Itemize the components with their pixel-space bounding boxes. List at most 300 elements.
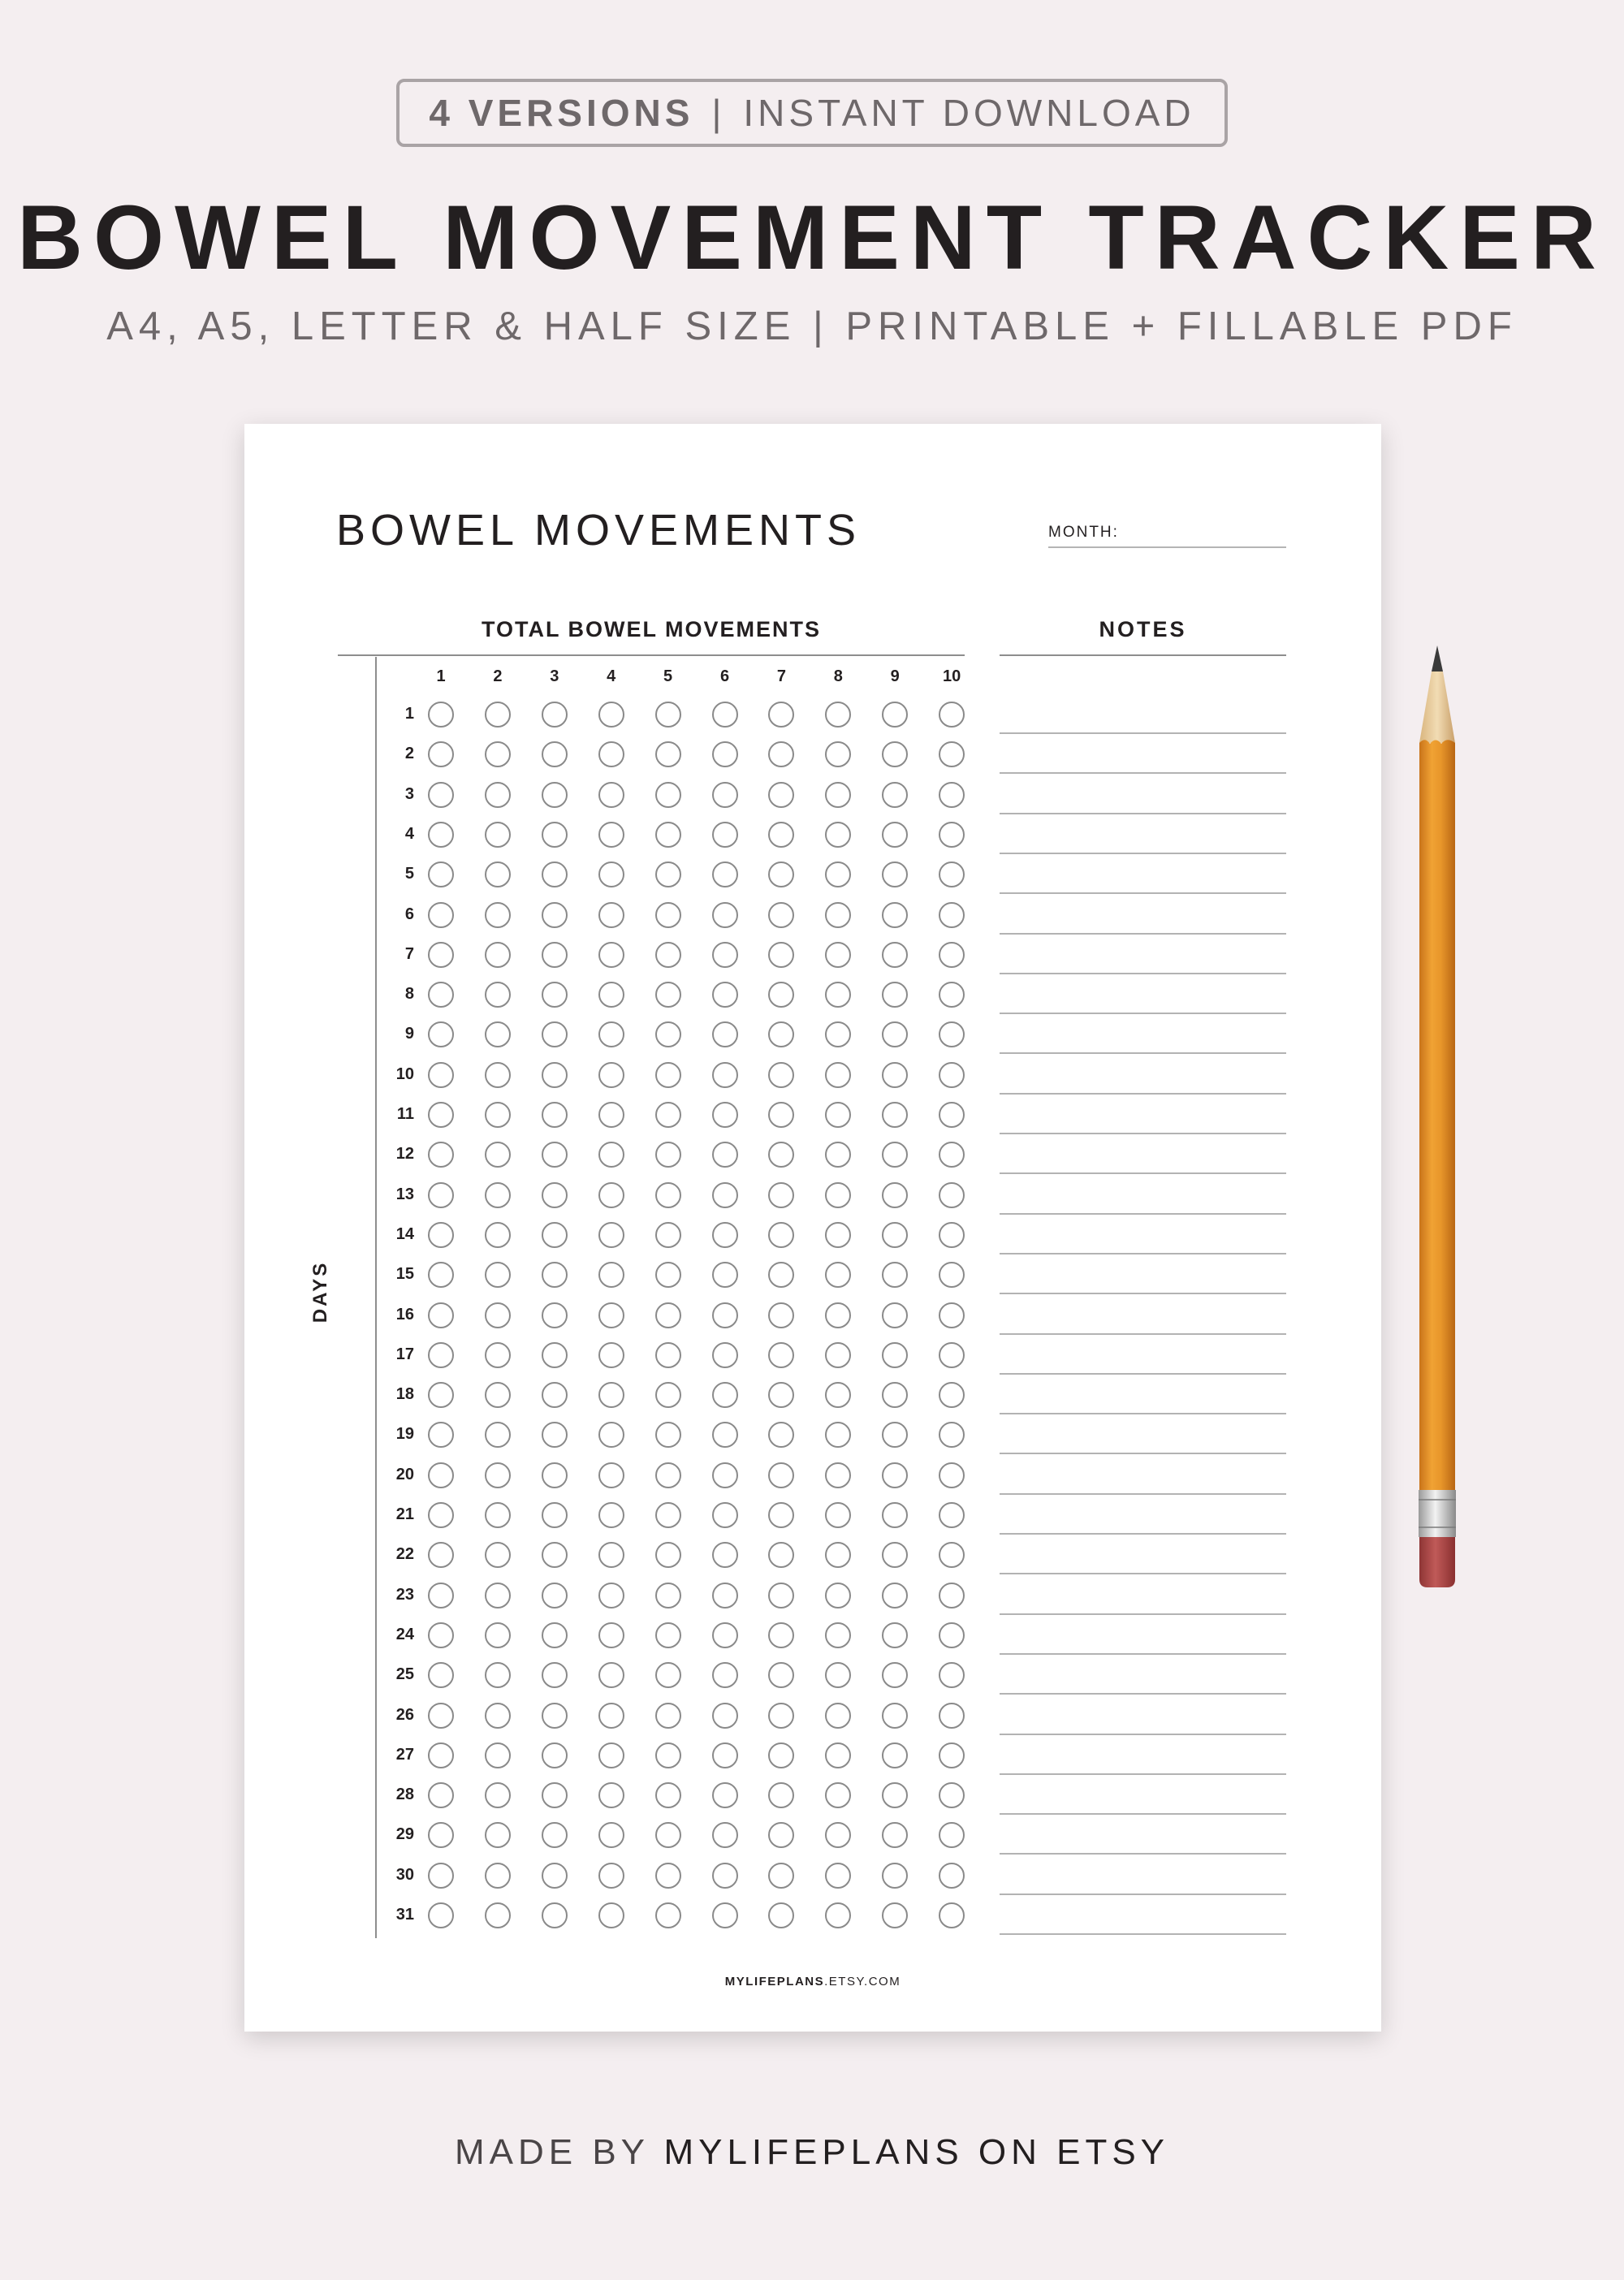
movement-checkbox[interactable] [712, 1742, 738, 1768]
movement-checkbox[interactable] [542, 1583, 568, 1609]
movement-checkbox[interactable] [825, 1342, 851, 1368]
movement-checkbox[interactable] [768, 1542, 794, 1568]
movement-checkbox[interactable] [882, 1863, 908, 1889]
movement-checkbox[interactable] [485, 822, 511, 848]
movement-checkbox[interactable] [939, 1422, 965, 1448]
movement-checkbox[interactable] [655, 1342, 681, 1368]
movement-checkbox[interactable] [825, 1102, 851, 1128]
movement-checkbox[interactable] [768, 1382, 794, 1408]
movement-checkbox[interactable] [825, 1302, 851, 1328]
movement-checkbox[interactable] [428, 1422, 454, 1448]
movement-checkbox[interactable] [485, 1822, 511, 1848]
movement-checkbox[interactable] [655, 1302, 681, 1328]
movement-checkbox[interactable] [598, 1662, 624, 1688]
movement-checkbox[interactable] [768, 1262, 794, 1288]
notes-line[interactable] [1000, 1453, 1286, 1454]
movement-checkbox[interactable] [485, 982, 511, 1008]
movement-checkbox[interactable] [882, 902, 908, 928]
movement-checkbox[interactable] [825, 982, 851, 1008]
notes-line[interactable] [1000, 1253, 1286, 1254]
movement-checkbox[interactable] [542, 1742, 568, 1768]
movement-checkbox[interactable] [712, 1182, 738, 1208]
movement-checkbox[interactable] [485, 1222, 511, 1248]
movement-checkbox[interactable] [485, 741, 511, 767]
movement-checkbox[interactable] [655, 902, 681, 928]
movement-checkbox[interactable] [939, 1342, 965, 1368]
movement-checkbox[interactable] [598, 1822, 624, 1848]
movement-checkbox[interactable] [542, 1622, 568, 1648]
movement-checkbox[interactable] [655, 1062, 681, 1088]
movement-checkbox[interactable] [598, 702, 624, 728]
movement-checkbox[interactable] [655, 1422, 681, 1448]
movement-checkbox[interactable] [655, 1822, 681, 1848]
movement-checkbox[interactable] [882, 1262, 908, 1288]
movement-checkbox[interactable] [712, 1102, 738, 1128]
movement-checkbox[interactable] [542, 1662, 568, 1688]
movement-checkbox[interactable] [428, 902, 454, 928]
movement-checkbox[interactable] [939, 902, 965, 928]
movement-checkbox[interactable] [882, 1062, 908, 1088]
movement-checkbox[interactable] [939, 861, 965, 887]
movement-checkbox[interactable] [598, 1742, 624, 1768]
movement-checkbox[interactable] [542, 822, 568, 848]
movement-checkbox[interactable] [939, 1382, 965, 1408]
movement-checkbox[interactable] [882, 1662, 908, 1688]
movement-checkbox[interactable] [712, 1703, 738, 1729]
movement-checkbox[interactable] [598, 1583, 624, 1609]
movement-checkbox[interactable] [428, 822, 454, 848]
movement-checkbox[interactable] [598, 741, 624, 767]
movement-checkbox[interactable] [768, 1703, 794, 1729]
movement-checkbox[interactable] [768, 1222, 794, 1248]
movement-checkbox[interactable] [882, 1021, 908, 1047]
movement-checkbox[interactable] [825, 1662, 851, 1688]
movement-checkbox[interactable] [768, 702, 794, 728]
movement-checkbox[interactable] [542, 942, 568, 968]
movement-checkbox[interactable] [939, 822, 965, 848]
movement-checkbox[interactable] [768, 1462, 794, 1488]
movement-checkbox[interactable] [598, 982, 624, 1008]
movement-checkbox[interactable] [939, 1302, 965, 1328]
movement-checkbox[interactable] [655, 1262, 681, 1288]
movement-checkbox[interactable] [485, 1742, 511, 1768]
movement-checkbox[interactable] [428, 1782, 454, 1808]
movement-checkbox[interactable] [712, 1142, 738, 1168]
movement-checkbox[interactable] [712, 1662, 738, 1688]
movement-checkbox[interactable] [825, 1222, 851, 1248]
movement-checkbox[interactable] [542, 1142, 568, 1168]
month-field[interactable] [1048, 546, 1286, 548]
movement-checkbox[interactable] [825, 741, 851, 767]
movement-checkbox[interactable] [768, 1742, 794, 1768]
movement-checkbox[interactable] [428, 782, 454, 808]
movement-checkbox[interactable] [655, 1782, 681, 1808]
movement-checkbox[interactable] [485, 782, 511, 808]
movement-checkbox[interactable] [485, 1062, 511, 1088]
movement-checkbox[interactable] [598, 1262, 624, 1288]
movement-checkbox[interactable] [542, 902, 568, 928]
movement-checkbox[interactable] [825, 902, 851, 928]
movement-checkbox[interactable] [939, 1782, 965, 1808]
movement-checkbox[interactable] [825, 782, 851, 808]
movement-checkbox[interactable] [768, 1622, 794, 1648]
movement-checkbox[interactable] [428, 1302, 454, 1328]
movement-checkbox[interactable] [712, 1583, 738, 1609]
movement-checkbox[interactable] [485, 1462, 511, 1488]
movement-checkbox[interactable] [939, 782, 965, 808]
movement-checkbox[interactable] [768, 1902, 794, 1928]
movement-checkbox[interactable] [428, 1262, 454, 1288]
movement-checkbox[interactable] [768, 1102, 794, 1128]
movement-checkbox[interactable] [882, 1703, 908, 1729]
movement-checkbox[interactable] [768, 1302, 794, 1328]
movement-checkbox[interactable] [882, 1902, 908, 1928]
movement-checkbox[interactable] [485, 1302, 511, 1328]
movement-checkbox[interactable] [712, 1822, 738, 1848]
movement-checkbox[interactable] [825, 1062, 851, 1088]
movement-checkbox[interactable] [485, 1102, 511, 1128]
notes-line[interactable] [1000, 1293, 1286, 1294]
movement-checkbox[interactable] [825, 942, 851, 968]
movement-checkbox[interactable] [428, 1502, 454, 1528]
movement-checkbox[interactable] [768, 1422, 794, 1448]
movement-checkbox[interactable] [598, 1062, 624, 1088]
movement-checkbox[interactable] [768, 1782, 794, 1808]
movement-checkbox[interactable] [598, 1782, 624, 1808]
movement-checkbox[interactable] [768, 1182, 794, 1208]
notes-line[interactable] [1000, 853, 1286, 854]
movement-checkbox[interactable] [939, 1583, 965, 1609]
notes-line[interactable] [1000, 732, 1286, 734]
movement-checkbox[interactable] [485, 1422, 511, 1448]
movement-checkbox[interactable] [712, 741, 738, 767]
movement-checkbox[interactable] [882, 1382, 908, 1408]
movement-checkbox[interactable] [598, 1902, 624, 1928]
movement-checkbox[interactable] [655, 741, 681, 767]
movement-checkbox[interactable] [428, 1703, 454, 1729]
movement-checkbox[interactable] [655, 702, 681, 728]
movement-checkbox[interactable] [428, 1142, 454, 1168]
movement-checkbox[interactable] [542, 1021, 568, 1047]
movement-checkbox[interactable] [882, 1102, 908, 1128]
movement-checkbox[interactable] [825, 1622, 851, 1648]
movement-checkbox[interactable] [939, 1902, 965, 1928]
movement-checkbox[interactable] [655, 1222, 681, 1248]
movement-checkbox[interactable] [428, 1822, 454, 1848]
movement-checkbox[interactable] [542, 1542, 568, 1568]
movement-checkbox[interactable] [428, 1542, 454, 1568]
movement-checkbox[interactable] [598, 1182, 624, 1208]
movement-checkbox[interactable] [882, 1622, 908, 1648]
movement-checkbox[interactable] [542, 1422, 568, 1448]
movement-checkbox[interactable] [825, 1583, 851, 1609]
movement-checkbox[interactable] [939, 1262, 965, 1288]
movement-checkbox[interactable] [939, 1542, 965, 1568]
movement-checkbox[interactable] [542, 861, 568, 887]
movement-checkbox[interactable] [825, 1182, 851, 1208]
movement-checkbox[interactable] [882, 702, 908, 728]
movement-checkbox[interactable] [428, 1742, 454, 1768]
movement-checkbox[interactable] [768, 1021, 794, 1047]
notes-line[interactable] [1000, 1653, 1286, 1655]
movement-checkbox[interactable] [825, 1902, 851, 1928]
movement-checkbox[interactable] [882, 861, 908, 887]
notes-line[interactable] [1000, 1734, 1286, 1735]
movement-checkbox[interactable] [825, 1021, 851, 1047]
movement-checkbox[interactable] [428, 1021, 454, 1047]
movement-checkbox[interactable] [825, 1462, 851, 1488]
movement-checkbox[interactable] [598, 1302, 624, 1328]
movement-checkbox[interactable] [655, 1502, 681, 1528]
movement-checkbox[interactable] [882, 1742, 908, 1768]
movement-checkbox[interactable] [712, 1302, 738, 1328]
movement-checkbox[interactable] [428, 1863, 454, 1889]
notes-line[interactable] [1000, 772, 1286, 774]
movement-checkbox[interactable] [939, 1142, 965, 1168]
movement-checkbox[interactable] [598, 1222, 624, 1248]
movement-checkbox[interactable] [939, 1703, 965, 1729]
movement-checkbox[interactable] [598, 1703, 624, 1729]
notes-line[interactable] [1000, 1813, 1286, 1815]
movement-checkbox[interactable] [939, 1742, 965, 1768]
movement-checkbox[interactable] [939, 1102, 965, 1128]
movement-checkbox[interactable] [428, 1622, 454, 1648]
movement-checkbox[interactable] [485, 1382, 511, 1408]
movement-checkbox[interactable] [655, 1182, 681, 1208]
notes-line[interactable] [1000, 1533, 1286, 1535]
movement-checkbox[interactable] [655, 822, 681, 848]
movement-checkbox[interactable] [712, 1542, 738, 1568]
movement-checkbox[interactable] [485, 1662, 511, 1688]
movement-checkbox[interactable] [825, 1703, 851, 1729]
movement-checkbox[interactable] [768, 1822, 794, 1848]
movement-checkbox[interactable] [882, 1583, 908, 1609]
movement-checkbox[interactable] [598, 1142, 624, 1168]
movement-checkbox[interactable] [712, 822, 738, 848]
movement-checkbox[interactable] [598, 1382, 624, 1408]
notes-line[interactable] [1000, 813, 1286, 814]
notes-line[interactable] [1000, 1894, 1286, 1895]
movement-checkbox[interactable] [485, 1542, 511, 1568]
movement-checkbox[interactable] [542, 741, 568, 767]
movement-checkbox[interactable] [542, 1182, 568, 1208]
movement-checkbox[interactable] [882, 782, 908, 808]
movement-checkbox[interactable] [542, 1822, 568, 1848]
notes-line[interactable] [1000, 933, 1286, 935]
movement-checkbox[interactable] [485, 861, 511, 887]
movement-checkbox[interactable] [939, 1502, 965, 1528]
movement-checkbox[interactable] [939, 1222, 965, 1248]
movement-checkbox[interactable] [428, 982, 454, 1008]
movement-checkbox[interactable] [882, 982, 908, 1008]
movement-checkbox[interactable] [939, 1622, 965, 1648]
movement-checkbox[interactable] [712, 1021, 738, 1047]
movement-checkbox[interactable] [485, 1902, 511, 1928]
movement-checkbox[interactable] [655, 1142, 681, 1168]
movement-checkbox[interactable] [655, 942, 681, 968]
movement-checkbox[interactable] [712, 1863, 738, 1889]
movement-checkbox[interactable] [598, 1021, 624, 1047]
notes-line[interactable] [1000, 1693, 1286, 1695]
movement-checkbox[interactable] [825, 1382, 851, 1408]
movement-checkbox[interactable] [882, 942, 908, 968]
movement-checkbox[interactable] [882, 1822, 908, 1848]
movement-checkbox[interactable] [598, 1462, 624, 1488]
movement-checkbox[interactable] [428, 1462, 454, 1488]
notes-line[interactable] [1000, 1773, 1286, 1775]
movement-checkbox[interactable] [428, 741, 454, 767]
notes-line[interactable] [1000, 1493, 1286, 1495]
movement-checkbox[interactable] [598, 1102, 624, 1128]
notes-line[interactable] [1000, 1133, 1286, 1134]
movement-checkbox[interactable] [428, 861, 454, 887]
movement-checkbox[interactable] [712, 1422, 738, 1448]
movement-checkbox[interactable] [712, 1382, 738, 1408]
movement-checkbox[interactable] [768, 1062, 794, 1088]
movement-checkbox[interactable] [712, 702, 738, 728]
movement-checkbox[interactable] [598, 1622, 624, 1648]
movement-checkbox[interactable] [428, 1583, 454, 1609]
notes-line[interactable] [1000, 1413, 1286, 1414]
movement-checkbox[interactable] [882, 1782, 908, 1808]
movement-checkbox[interactable] [485, 702, 511, 728]
movement-checkbox[interactable] [598, 822, 624, 848]
movement-checkbox[interactable] [428, 1382, 454, 1408]
movement-checkbox[interactable] [598, 861, 624, 887]
movement-checkbox[interactable] [882, 1302, 908, 1328]
notes-line[interactable] [1000, 1853, 1286, 1855]
movement-checkbox[interactable] [598, 1422, 624, 1448]
movement-checkbox[interactable] [655, 1542, 681, 1568]
movement-checkbox[interactable] [768, 1863, 794, 1889]
movement-checkbox[interactable] [428, 942, 454, 968]
movement-checkbox[interactable] [825, 1542, 851, 1568]
movement-checkbox[interactable] [712, 782, 738, 808]
movement-checkbox[interactable] [825, 822, 851, 848]
notes-line[interactable] [1000, 1573, 1286, 1574]
movement-checkbox[interactable] [655, 1102, 681, 1128]
movement-checkbox[interactable] [939, 1863, 965, 1889]
movement-checkbox[interactable] [598, 902, 624, 928]
movement-checkbox[interactable] [882, 1182, 908, 1208]
notes-line[interactable] [1000, 973, 1286, 974]
movement-checkbox[interactable] [485, 1142, 511, 1168]
movement-checkbox[interactable] [485, 1782, 511, 1808]
movement-checkbox[interactable] [939, 982, 965, 1008]
movement-checkbox[interactable] [598, 1542, 624, 1568]
notes-line[interactable] [1000, 1613, 1286, 1615]
movement-checkbox[interactable] [712, 1062, 738, 1088]
movement-checkbox[interactable] [882, 822, 908, 848]
movement-checkbox[interactable] [825, 1502, 851, 1528]
movement-checkbox[interactable] [542, 1102, 568, 1128]
movement-checkbox[interactable] [542, 1863, 568, 1889]
movement-checkbox[interactable] [768, 982, 794, 1008]
movement-checkbox[interactable] [485, 1622, 511, 1648]
movement-checkbox[interactable] [939, 702, 965, 728]
notes-line[interactable] [1000, 1052, 1286, 1054]
movement-checkbox[interactable] [485, 942, 511, 968]
movement-checkbox[interactable] [768, 1502, 794, 1528]
movement-checkbox[interactable] [939, 1182, 965, 1208]
notes-line[interactable] [1000, 1013, 1286, 1014]
movement-checkbox[interactable] [768, 902, 794, 928]
notes-line[interactable] [1000, 1333, 1286, 1335]
movement-checkbox[interactable] [939, 1021, 965, 1047]
movement-checkbox[interactable] [655, 1703, 681, 1729]
movement-checkbox[interactable] [485, 1342, 511, 1368]
movement-checkbox[interactable] [542, 1902, 568, 1928]
notes-line[interactable] [1000, 1213, 1286, 1215]
movement-checkbox[interactable] [882, 1502, 908, 1528]
movement-checkbox[interactable] [939, 1062, 965, 1088]
movement-checkbox[interactable] [768, 1342, 794, 1368]
movement-checkbox[interactable] [655, 982, 681, 1008]
movement-checkbox[interactable] [825, 1782, 851, 1808]
movement-checkbox[interactable] [428, 702, 454, 728]
movement-checkbox[interactable] [882, 1222, 908, 1248]
movement-checkbox[interactable] [655, 1622, 681, 1648]
movement-checkbox[interactable] [542, 982, 568, 1008]
movement-checkbox[interactable] [598, 782, 624, 808]
movement-checkbox[interactable] [655, 1462, 681, 1488]
movement-checkbox[interactable] [825, 1822, 851, 1848]
movement-checkbox[interactable] [542, 1782, 568, 1808]
movement-checkbox[interactable] [598, 1342, 624, 1368]
notes-line[interactable] [1000, 1933, 1286, 1935]
movement-checkbox[interactable] [542, 1382, 568, 1408]
movement-checkbox[interactable] [768, 1662, 794, 1688]
movement-checkbox[interactable] [882, 1422, 908, 1448]
movement-checkbox[interactable] [428, 1902, 454, 1928]
movement-checkbox[interactable] [655, 1902, 681, 1928]
movement-checkbox[interactable] [939, 1462, 965, 1488]
movement-checkbox[interactable] [712, 1462, 738, 1488]
movement-checkbox[interactable] [768, 942, 794, 968]
movement-checkbox[interactable] [428, 1342, 454, 1368]
movement-checkbox[interactable] [712, 1622, 738, 1648]
movement-checkbox[interactable] [882, 1462, 908, 1488]
movement-checkbox[interactable] [655, 1583, 681, 1609]
movement-checkbox[interactable] [485, 902, 511, 928]
movement-checkbox[interactable] [655, 1662, 681, 1688]
movement-checkbox[interactable] [485, 1182, 511, 1208]
movement-checkbox[interactable] [655, 1863, 681, 1889]
movement-checkbox[interactable] [655, 782, 681, 808]
notes-line[interactable] [1000, 1172, 1286, 1174]
movement-checkbox[interactable] [655, 1382, 681, 1408]
movement-checkbox[interactable] [712, 942, 738, 968]
movement-checkbox[interactable] [712, 1502, 738, 1528]
movement-checkbox[interactable] [542, 1703, 568, 1729]
movement-checkbox[interactable] [598, 1863, 624, 1889]
movement-checkbox[interactable] [485, 1021, 511, 1047]
movement-checkbox[interactable] [939, 942, 965, 968]
movement-checkbox[interactable] [825, 1142, 851, 1168]
movement-checkbox[interactable] [542, 1262, 568, 1288]
movement-checkbox[interactable] [768, 1583, 794, 1609]
movement-checkbox[interactable] [825, 1742, 851, 1768]
movement-checkbox[interactable] [485, 1583, 511, 1609]
movement-checkbox[interactable] [712, 902, 738, 928]
movement-checkbox[interactable] [712, 1342, 738, 1368]
movement-checkbox[interactable] [768, 1142, 794, 1168]
movement-checkbox[interactable] [825, 1863, 851, 1889]
notes-line[interactable] [1000, 1093, 1286, 1095]
movement-checkbox[interactable] [428, 1662, 454, 1688]
movement-checkbox[interactable] [542, 782, 568, 808]
movement-checkbox[interactable] [825, 1262, 851, 1288]
